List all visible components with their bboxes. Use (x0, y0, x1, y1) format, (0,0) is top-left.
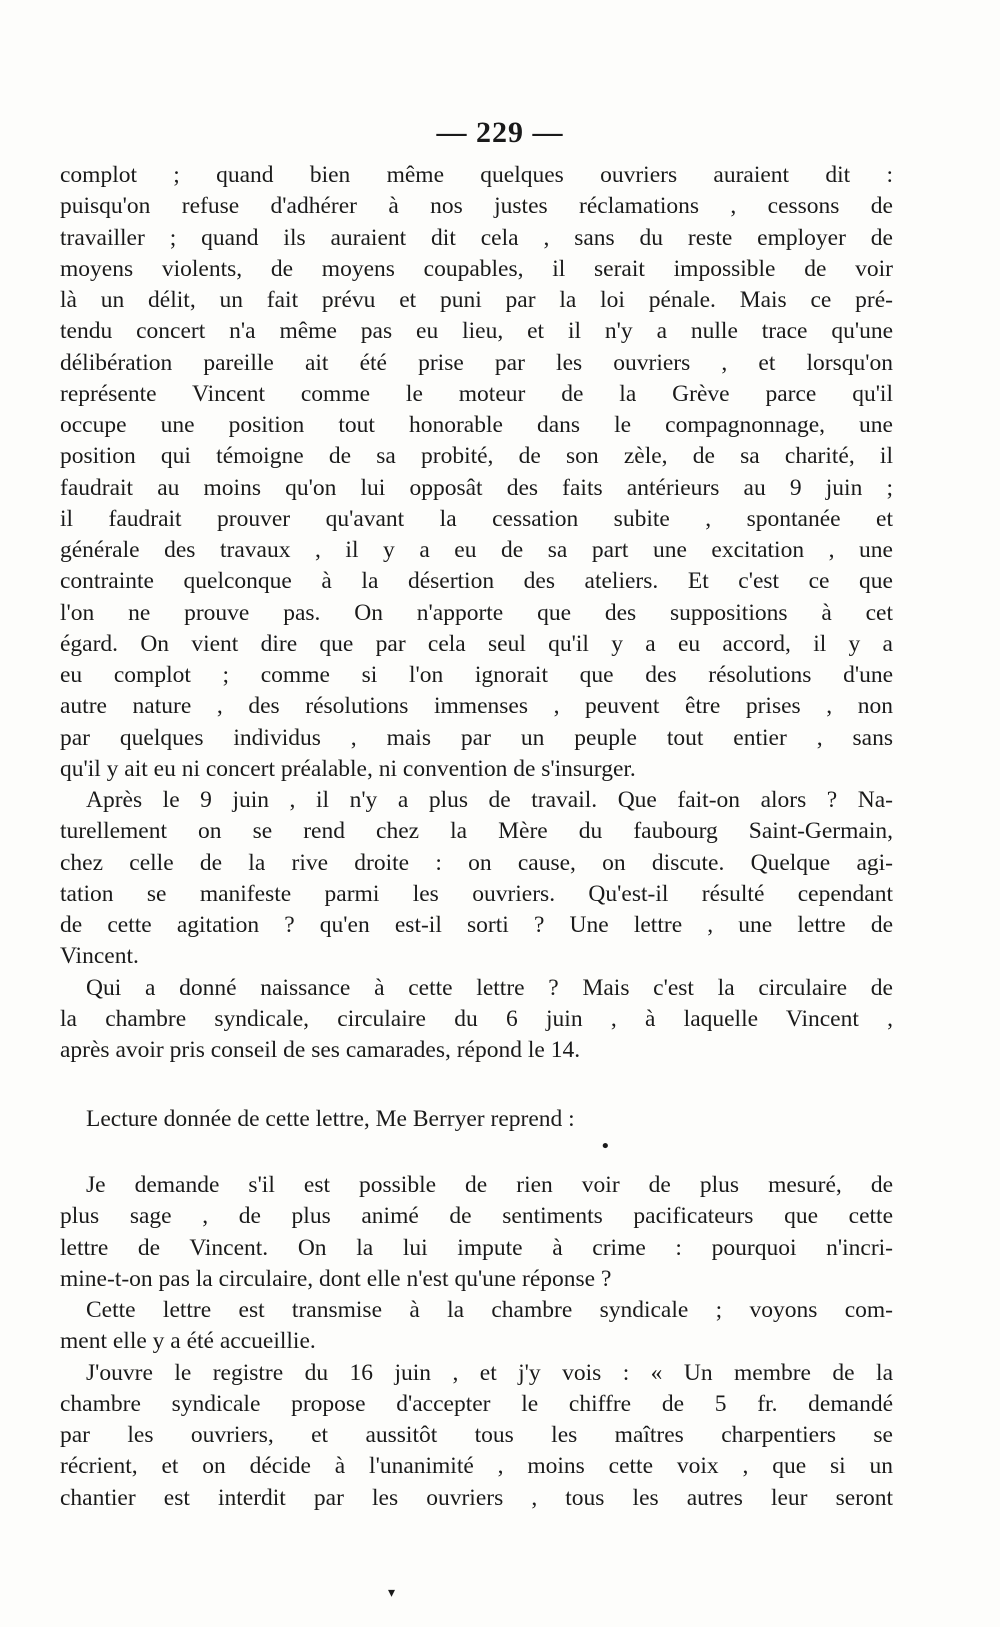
text-line: délibération pareille ait été prise par les ouvriers , et lorsqu'on (60, 349, 893, 376)
text-line: mine-t-on pas la circulaire, dont elle n'est qu'une réponse ? (60, 1265, 612, 1292)
text-line: Cette lettre est transmise à la chambre syndicale ; voyons com- (86, 1297, 893, 1323)
text-line: représente Vincent comme le moteur de la Grève parce qu'il (60, 380, 893, 407)
text-line: générale des travaux , il y a eu de sa part une excitation , une (60, 537, 893, 563)
body-text-upper (60, 160, 893, 1066)
text-line: de cette agitation ? qu'en est-il sorti ? Une lettre , une lettre de (60, 912, 893, 938)
text-line: turellement on se rend chez la Mère du faubourg Saint-Germain, (60, 818, 893, 845)
section-heading: Lecture donnée de cette lettre, Me Berryer reprend : (86, 1106, 575, 1132)
footer-print-mark-icon: ▾ (388, 1585, 396, 1601)
text-line: là un délit, un fait prévu et puni par la loi pénale. Mais ce pré- (60, 287, 893, 313)
text-line: chantier est interdit par les ouvriers , tous les autres leur seront (60, 1484, 893, 1511)
text-line: chez celle de la rive droite : on cause, on discute. Quelque agi- (60, 849, 893, 876)
text-line: Qui a donné naissance à cette lettre ? Mais c'est la circulaire de (86, 974, 893, 1001)
text-line: la chambre syndicale, circulaire du 6 juin , à laquelle Vincent , (60, 1005, 893, 1032)
text-line: ment elle y a été accueillie. (60, 1328, 316, 1355)
text-line: qu'il y ait eu ni concert préalable, ni convention de s'insurger. (60, 755, 636, 782)
text-line: chambre syndicale propose d'accepter le chiffre de 5 fr. demandé (60, 1390, 893, 1417)
print-mark-icon: • (600, 1136, 611, 1157)
text-line: tation se manifeste parmi les ouvriers. Qu'est-il résulté cependant (60, 880, 893, 907)
text-line: contrainte quelconque à la désertion des ateliers. Et c'est ce que (60, 568, 893, 595)
text-line: l'on ne prouve pas. On n'apporte que des suppositions à cet (60, 599, 893, 626)
text-line: J'ouvre le registre du 16 juin , et j'y vois : « Un membre de la (86, 1359, 893, 1386)
text-line: position qui témoigne de sa probité, de son zèle, de sa charité, il (60, 443, 893, 470)
text-line: faudrait au moins qu'on lui opposât des faits antérieurs au 9 juin ; (60, 474, 893, 501)
text-line: travailler ; quand ils auraient dit cela , sans du reste employer de (60, 224, 893, 251)
text-line: autre nature , des résolutions immenses , peuvent être prises , non (60, 693, 893, 720)
text-line: puisqu'on refuse d'adhérer à nos justes réclamations , cessons de (60, 193, 893, 220)
text-line: eu complot ; comme si l'on ignorait que des résolutions d'une (60, 662, 893, 688)
text-line: moyens violents, de moyens coupables, il serait impossible de voir (60, 255, 893, 282)
text-line: il faudrait prouver qu'avant la cessation subite , spontanée et (60, 505, 893, 532)
text-line: par quelques individus , mais par un peuple tout entier , sans (60, 724, 893, 751)
page-number: — 229 — (436, 116, 564, 149)
text-line: Vincent. (60, 943, 139, 970)
text-line: tendu concert n'a même pas eu lieu, et il n'y a nulle trace qu'une (60, 318, 893, 345)
text-line: plus sage , de plus animé de sentiments pacificateurs que cette (60, 1203, 893, 1230)
text-line: occupe une position tout honorable dans le compagnonnage, une (60, 412, 893, 438)
text-line: Je demande s'il est possible de rien voir de plus mesuré, de (86, 1172, 893, 1198)
text-line: récrient, et on décide à l'unanimité , moins cette voix , que si un (60, 1453, 893, 1480)
text-line: complot ; quand bien même quelques ouvriers auraient dit : (60, 162, 893, 188)
text-line: par les ouvriers, et aussitôt tous les maîtres charpentiers se (60, 1422, 893, 1448)
body-text-lower (60, 1170, 893, 1514)
text-line: Après le 9 juin , il n'y a plus de travail. Que fait-on alors ? Na- (86, 787, 893, 813)
text-line: égard. On vient dire que par cela seul qu'il y a eu accord, il y a (60, 630, 893, 657)
text-line: après avoir pris conseil de ses camarades, répond le 14. (60, 1037, 581, 1063)
text-line: lettre de Vincent. On la lui impute à crime : pourquoi n'incri- (60, 1234, 893, 1261)
